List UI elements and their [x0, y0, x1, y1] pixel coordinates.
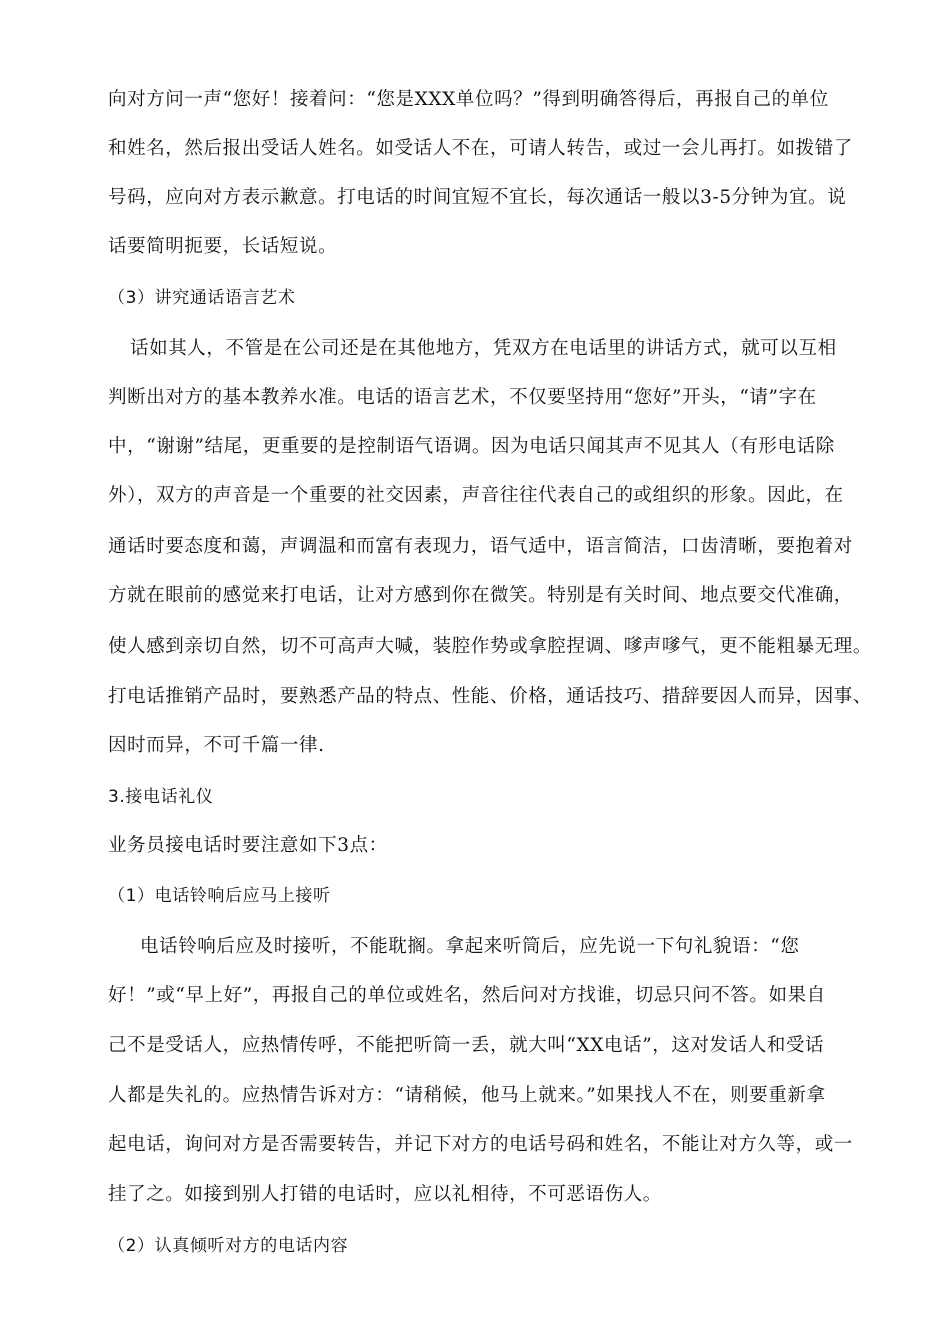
section-heading: （1）电话铃响后应马上接听 — [108, 886, 331, 906]
section-heading: （3）讲究通话语言艺术 — [108, 288, 296, 308]
text-line: 使人感到亲切自然，切不可高声大喊，装腔作势或拿腔捏调、嗲声嗲气，更不能粗暴无理。 — [108, 636, 873, 657]
text-line: 挂了之。如接到别人打错的电话时，应以礼相待，不可恶语伤人。 — [108, 1184, 662, 1205]
section-heading: 3.接电话礼仪 — [108, 787, 214, 807]
text-line: 话要简明扼要，长话短说。 — [108, 236, 338, 257]
text-line: 因时而异，不可千篇一律. — [108, 735, 325, 756]
text-line: 和姓名，然后报出受话人姓名。如受话人不在，可请人转告，或过一会儿再打。如拨错了 — [108, 138, 853, 159]
text-line: 业务员接电话时要注意如下3点： — [108, 835, 388, 856]
text-line: 好！”或“早上好”，再报自己的单位或姓名，然后问对方找谁，切忌只问不答。如果自 — [108, 985, 826, 1006]
text-line: 己不是受话人，应热情传呼，不能把听筒一丢，就大叫“XX电话”，这对发话人和受话 — [108, 1035, 825, 1056]
text-line: 判断出对方的基本教养水准。电话的语言艺术，不仅要坚持用“您好”开头，“请”字在 — [108, 387, 817, 408]
text-line: 打电话推销产品时，要熟悉产品的特点、性能、价格，通话技巧、措辞要因人而异，因事、 — [108, 686, 873, 707]
text-line: 号码，应向对方表示歉意。打电话的时间宜短不宜长，每次通话一般以3-5分钟为宜。说 — [108, 187, 847, 208]
text-line: 人都是失礼的。应热情告诉对方：“请稍候，他马上就来。”如果找人不在，则要重新拿 — [108, 1085, 826, 1106]
text-line: 话如其人，不管是在公司还是在其他地方，凭双方在电话里的讲话方式，就可以互相 — [130, 338, 837, 359]
text-line: 方就在眼前的感觉来打电话，让对方感到你在微笑。特别是有关时间、地点要交代准确， — [108, 585, 853, 606]
section-heading: （2）认真倾听对方的电话内容 — [108, 1236, 349, 1256]
text-line: 通话时要态度和蔼，声调温和而富有表现力，语气适中，语言简洁，口齿清晰，要抱着对 — [108, 536, 853, 557]
text-line: 外），双方的声音是一个重要的社交因素，声音往往代表自己的或组织的形象。因此，在 — [108, 485, 844, 506]
text-line: 电话铃响后应及时接听，不能耽搁。拿起来听筒后，应先说一下句礼貌语：“您 — [140, 936, 800, 957]
text-line: 中，“谢谢”结尾，更重要的是控制语气语调。因为电话只闻其声不见其人（有形电话除 — [108, 436, 835, 457]
text-line: 起电话，询问对方是否需要转告，并记下对方的电话号码和姓名，不能让对方久等，或一 — [108, 1134, 853, 1155]
text-line: 向对方问一声“您好！接着问：“您是XXX单位吗？”得到明确答得后，再报自己的单位 — [108, 89, 829, 110]
